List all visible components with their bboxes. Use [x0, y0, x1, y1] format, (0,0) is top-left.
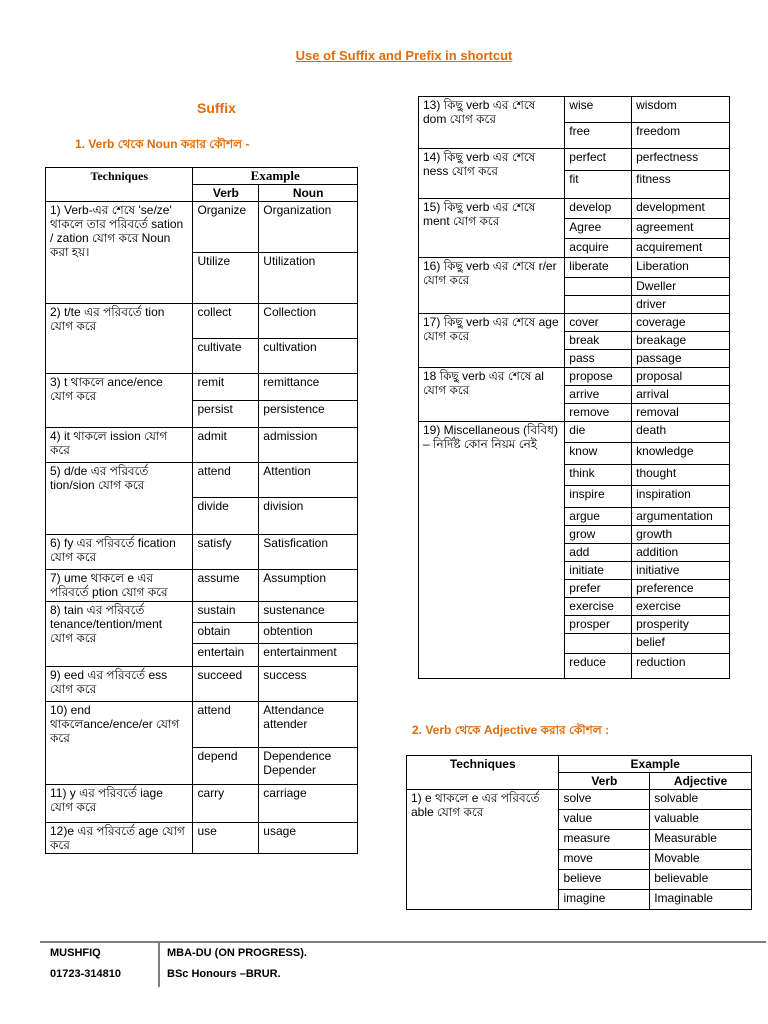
- adj-col-techniques: Techniques: [407, 756, 559, 790]
- verb-cell: pass: [565, 350, 632, 368]
- verb-cell: break: [565, 332, 632, 350]
- table-row: [46, 702, 358, 748]
- verb-cell: add: [565, 544, 632, 562]
- verb-cell: admit: [193, 428, 259, 463]
- result-cell: coverage: [632, 314, 730, 332]
- verb-cell: depend: [193, 748, 259, 785]
- author-degree-2: BSc Honours –BRUR.: [167, 968, 281, 980]
- result-cell: solvable: [650, 790, 752, 810]
- result-cell: belief: [632, 634, 730, 654]
- noun-table-left: [45, 167, 358, 854]
- verb-cell: divide: [193, 498, 259, 535]
- result-cell: obtention: [259, 623, 358, 644]
- technique-cell: 2) t/te এর পরিবর্তে tion যোগ করে: [46, 304, 193, 374]
- verb-cell: move: [559, 850, 650, 870]
- table-row: [46, 202, 358, 253]
- section1-heading: 1. Verb থেকে Noun করার কৌশল -: [75, 137, 250, 151]
- result-cell: valuable: [650, 810, 752, 830]
- col-noun: Noun: [259, 185, 358, 202]
- table-row: [46, 374, 358, 401]
- verb-cell: develop: [565, 199, 632, 219]
- result-cell: Measurable: [650, 830, 752, 850]
- result-cell: sustenance: [259, 602, 358, 623]
- technique-cell: 3) t থাকলে ance/ence যোগ করে: [46, 374, 193, 428]
- table-row: [419, 97, 730, 123]
- verb-cell: believe: [559, 870, 650, 890]
- adj-col-verb: Verb: [559, 773, 650, 790]
- author-degree-1: MBA-DU (ON PROGRESS).: [167, 947, 307, 959]
- table-row: [419, 149, 730, 171]
- col-example: Example: [193, 168, 358, 185]
- technique-cell: 14) কিছু verb এর শেষে ness যোগ করে: [419, 149, 565, 199]
- adj-col-example: Example: [559, 756, 752, 773]
- technique-cell: 18 কিছু verb এর শেষে al যোগ করে: [419, 368, 565, 422]
- technique-cell: 16) কিছু verb এর শেষে r/er যোগ করে: [419, 258, 565, 314]
- result-cell: prosperity: [632, 616, 730, 634]
- result-cell: persistence: [259, 401, 358, 428]
- technique-cell: 10) end থাকলেance/ence/er যোগ করে: [46, 702, 193, 785]
- table-row: [46, 667, 358, 702]
- result-cell: wisdom: [632, 97, 730, 123]
- verb-cell: perfect: [565, 149, 632, 171]
- verb-cell: measure: [559, 830, 650, 850]
- table-row: [46, 428, 358, 463]
- result-cell: argumentation: [632, 508, 730, 526]
- verb-cell: know: [565, 443, 632, 465]
- result-cell: arrival: [632, 386, 730, 404]
- result-cell: development: [632, 199, 730, 219]
- col-techniques: Techniques: [46, 168, 193, 202]
- result-cell: driver: [632, 296, 730, 314]
- section2-heading: 2. Verb থেকে Adjective করার কৌশল :: [412, 723, 610, 737]
- verb-cell: value: [559, 810, 650, 830]
- result-cell: thought: [632, 465, 730, 486]
- result-cell: proposal: [632, 368, 730, 386]
- result-cell: Organization: [259, 202, 358, 253]
- verb-cell: use: [193, 823, 259, 854]
- verb-cell: cover: [565, 314, 632, 332]
- result-cell: usage: [259, 823, 358, 854]
- verb-cell: arrive: [565, 386, 632, 404]
- result-cell: inspiration: [632, 486, 730, 508]
- verb-cell: Utilize: [193, 253, 259, 304]
- suffix-heading: Suffix: [197, 100, 236, 116]
- verb-cell: remove: [565, 404, 632, 422]
- verb-cell: [565, 296, 632, 314]
- verb-cell: Organize: [193, 202, 259, 253]
- technique-cell: 1) e থাকলে e এর পরিবর্তে able যোগ করে: [407, 790, 559, 910]
- verb-cell: propose: [565, 368, 632, 386]
- verb-cell: fit: [565, 171, 632, 199]
- verb-cell: argue: [565, 508, 632, 526]
- col-verb: Verb: [193, 185, 259, 202]
- adj-col-adjective: Adjective: [650, 773, 752, 790]
- table-row: [46, 463, 358, 498]
- technique-cell: 12)e এর পরিবর্তে age যোগ করে: [46, 823, 193, 854]
- table-row: [419, 314, 730, 332]
- result-cell: Liberation: [632, 258, 730, 278]
- verb-cell: satisfy: [193, 535, 259, 570]
- technique-cell: 1) Verb-এর শেষে 'se/ze' থাকলে তার পরিবর্তে sation / zation যোগ করে Noun করা হয়।: [46, 202, 193, 304]
- verb-cell: attend: [193, 463, 259, 498]
- result-cell: death: [632, 422, 730, 443]
- result-cell: entertainment: [259, 644, 358, 667]
- result-cell: exercise: [632, 598, 730, 616]
- technique-cell: 4) it থাকলে ission যোগ করে: [46, 428, 193, 463]
- verb-cell: collect: [193, 304, 259, 339]
- table-row: [46, 304, 358, 339]
- adjective-table: [406, 755, 752, 910]
- verb-cell: Agree: [565, 219, 632, 239]
- technique-cell: 9) eed এর পরিবর্তে ess যোগ করে: [46, 667, 193, 702]
- verb-cell: liberate: [565, 258, 632, 278]
- result-cell: division: [259, 498, 358, 535]
- result-cell: agreement: [632, 219, 730, 239]
- verb-cell: prefer: [565, 580, 632, 598]
- verb-cell: prosper: [565, 616, 632, 634]
- verb-cell: carry: [193, 785, 259, 823]
- result-cell: success: [259, 667, 358, 702]
- technique-cell: 11) y এর পরিবর্তে iage যোগ করে: [46, 785, 193, 823]
- table-row: [46, 570, 358, 602]
- technique-cell: 5) d/de এর পরিবর্তে tion/sion যোগ করে: [46, 463, 193, 535]
- result-cell: carriage: [259, 785, 358, 823]
- result-cell: passage: [632, 350, 730, 368]
- table-row: [46, 535, 358, 570]
- result-cell: addition: [632, 544, 730, 562]
- verb-cell: inspire: [565, 486, 632, 508]
- table-row: [46, 823, 358, 854]
- table-row: [407, 790, 752, 810]
- technique-cell: 15) কিছু verb এর শেষে ment যোগ করে: [419, 199, 565, 258]
- technique-cell: 19) Miscellaneous (বিবিধ) – নির্দিষ্ট কোন নিয়ম নেই: [419, 422, 565, 679]
- result-cell: growth: [632, 526, 730, 544]
- result-cell: Movable: [650, 850, 752, 870]
- result-cell: Collection: [259, 304, 358, 339]
- verb-cell: [565, 634, 632, 654]
- result-cell: Dependence Depender: [259, 748, 358, 785]
- verb-cell: cultivate: [193, 339, 259, 374]
- verb-cell: sustain: [193, 602, 259, 623]
- result-cell: believable: [650, 870, 752, 890]
- result-cell: acquirement: [632, 239, 730, 258]
- result-cell: Dweller: [632, 278, 730, 296]
- verb-cell: free: [565, 123, 632, 149]
- verb-cell: die: [565, 422, 632, 443]
- verb-cell: imagine: [559, 890, 650, 910]
- table-row: [46, 602, 358, 623]
- result-cell: reduction: [632, 654, 730, 679]
- verb-cell: acquire: [565, 239, 632, 258]
- author-name: MUSHFIQ: [50, 947, 101, 959]
- result-cell: remittance: [259, 374, 358, 401]
- verb-cell: obtain: [193, 623, 259, 644]
- verb-cell: initiate: [565, 562, 632, 580]
- footer-vertical-divider: [158, 943, 160, 987]
- verb-cell: assume: [193, 570, 259, 602]
- technique-cell: 6) fy এর পরিবর্তে fication যোগ করে: [46, 535, 193, 570]
- footer-divider: [40, 941, 766, 943]
- verb-cell: [565, 278, 632, 296]
- result-cell: freedom: [632, 123, 730, 149]
- table-row: [46, 785, 358, 823]
- technique-cell: 8) tain এর পরিবর্তে tenance/tention/ment যোগ করে: [46, 602, 193, 667]
- technique-cell: 13) কিছু verb এর শেষে dom যোগ করে: [419, 97, 565, 149]
- verb-cell: succeed: [193, 667, 259, 702]
- verb-cell: exercise: [565, 598, 632, 616]
- verb-cell: solve: [559, 790, 650, 810]
- technique-cell: 7) ume থাকলে e এর পরিবর্তে ption যোগ করে: [46, 570, 193, 602]
- result-cell: initiative: [632, 562, 730, 580]
- verb-cell: grow: [565, 526, 632, 544]
- result-cell: cultivation: [259, 339, 358, 374]
- table-row: [419, 368, 730, 386]
- verb-cell: think: [565, 465, 632, 486]
- verb-cell: attend: [193, 702, 259, 748]
- verb-cell: persist: [193, 401, 259, 428]
- table-row: [419, 199, 730, 219]
- author-phone: 01723-314810: [50, 968, 121, 980]
- result-cell: Satisfication: [259, 535, 358, 570]
- result-cell: Attention: [259, 463, 358, 498]
- result-cell: perfectness: [632, 149, 730, 171]
- result-cell: Imaginable: [650, 890, 752, 910]
- result-cell: Utilization: [259, 253, 358, 304]
- result-cell: preference: [632, 580, 730, 598]
- table-row: [419, 258, 730, 278]
- table-row: [419, 422, 730, 443]
- verb-cell: remit: [193, 374, 259, 401]
- result-cell: removal: [632, 404, 730, 422]
- result-cell: Attendance attender: [259, 702, 358, 748]
- verb-cell: entertain: [193, 644, 259, 667]
- result-cell: fitness: [632, 171, 730, 199]
- page-title: Use of Suffix and Prefix in shortcut: [295, 48, 513, 63]
- result-cell: admission: [259, 428, 358, 463]
- result-cell: knowledge: [632, 443, 730, 465]
- verb-cell: wise: [565, 97, 632, 123]
- noun-table-right: [418, 96, 730, 679]
- verb-cell: reduce: [565, 654, 632, 679]
- result-cell: Assumption: [259, 570, 358, 602]
- result-cell: breakage: [632, 332, 730, 350]
- technique-cell: 17) কিছু verb এর শেষে age যোগ করে: [419, 314, 565, 368]
